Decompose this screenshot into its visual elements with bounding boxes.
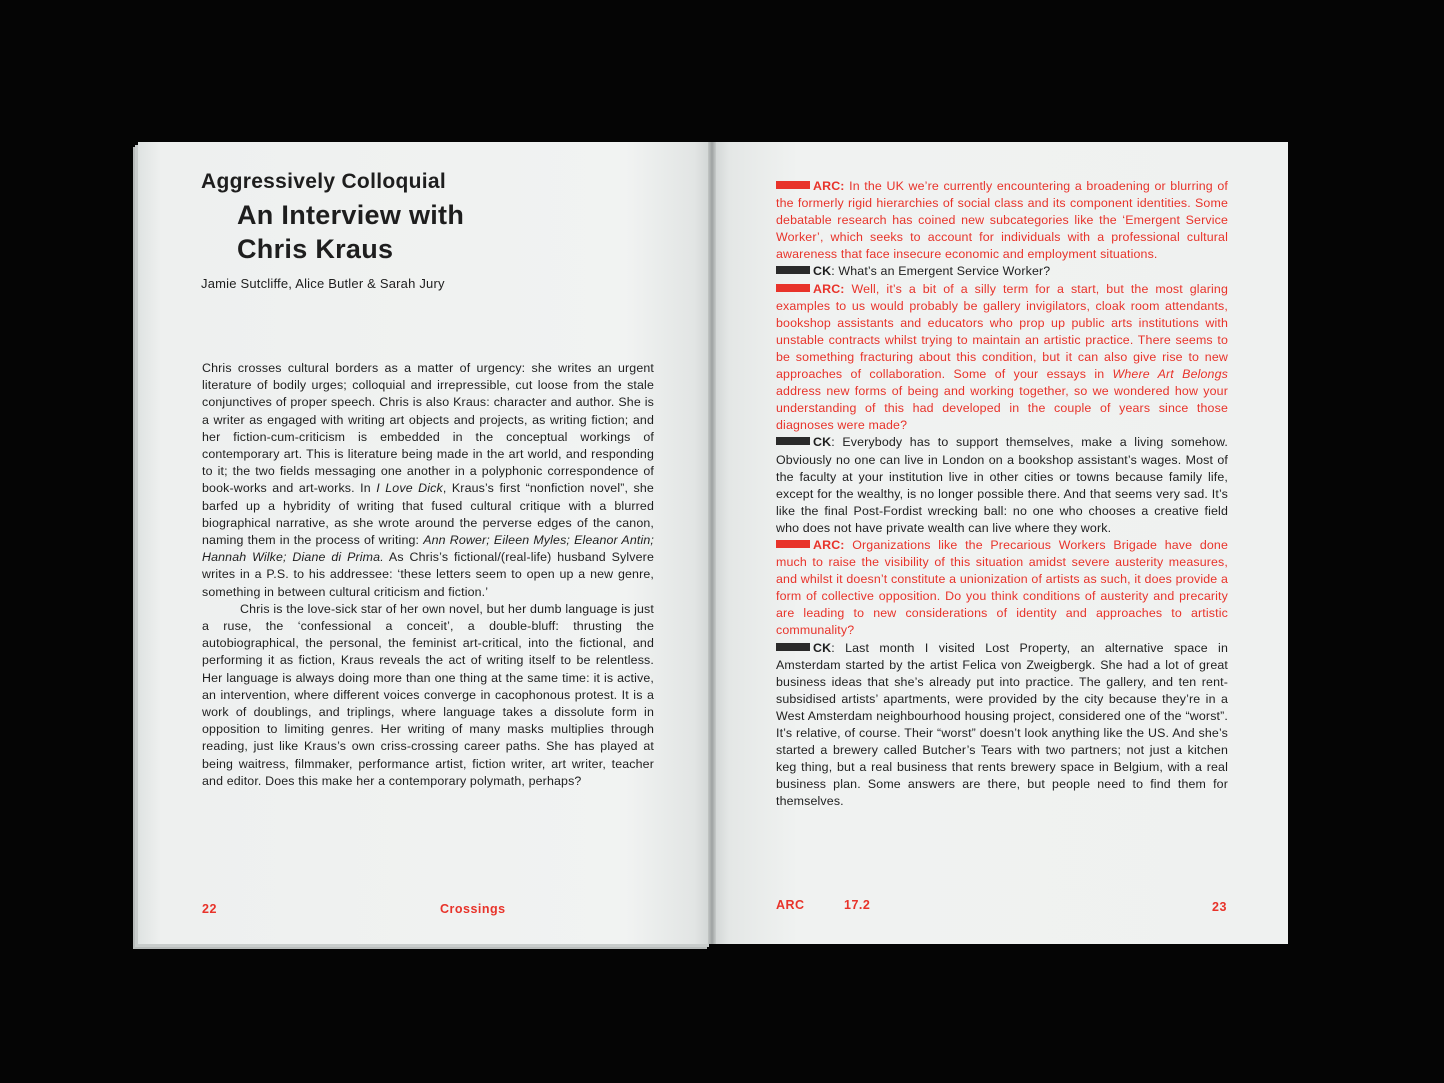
question-text: Organizations like the Precarious Workers Brigade have done much to raise the visibility of this situation amidst severe austerity measures, and whilst it doesn’t constitute a unionization of artists as such, it does provide a form of collective opposition. Do you think conditions of austerity and precarity are leading to new considerations of identity and approaches to artistic communality? (776, 537, 1228, 638)
speaker-bar-dark (776, 437, 810, 445)
arc-question-1 (776, 178, 1228, 263)
answer-text: : Everybody has to support themselves, make a living somehow. Obviously no one can live in London on a bookshop assistant’s wages. Most of the faculty at your institution live in other cities or towns because family life, except for the wealthy, is no longer possible there. And that seems very sad. It’s like the final Post-Fordist wrecking ball: no one who chooses a creative field who does not have private wealth can live where they work. (776, 435, 1228, 535)
speaker-ck: CK (813, 640, 832, 655)
arc-question-2 (776, 281, 1228, 435)
intro-paragraph-1 (202, 360, 654, 601)
speaker-arc: ARC: (813, 281, 845, 296)
question-text-a: Well, it’s a bit of a silly term for a start, but the most glaring examples to us would probably be gallery invigilators, cloak room attendants, bookshop assistants and educators who prop up public arts institutions with unstable contracts whilst trying to maintain an artistic practice. There seems to be something fracturing about this condition, but it can also give rise to new approaches of collaboration. Some of your essays in (776, 281, 1228, 382)
question-text: In the UK we’re currently encountering a broadening or blurring of the formerly rigid hierarchies of social class and its component identities. Some debatable research has coined new subcategories like the ‘Emergent Service Worker’, which seeks to account for individuals with a professional cultural awareness that face insecure economic and employment situations. (776, 179, 1228, 262)
speaker-arc: ARC: (813, 179, 845, 193)
speaker-bar-dark (776, 266, 810, 274)
book-title-where-art-belongs: Where Art Belongs (1112, 367, 1228, 382)
section-name: Crossings (440, 902, 506, 916)
answer-text: : Last month I visited Lost Property, an alternative space in Amsterdam started by the artist Felica von Zweigbergk. She had a lot of great business ideas that she’s already put into practice. The gallery, and ten rent-subsidised artists’ apartments, were provided by the city because they’re in a West Amsterdam neighbourhood housing project, considered one of the “worst”. It’s relative, of course. Their “worst” doesn’t look anything like the US. And she’s started a brewery called Butcher’s Tears with two partners; not just a kitchen keg thing, but a real business that rents brewery space in Belgium, with a real business plan. Some answers are there, but people need to find them for themselves. (776, 640, 1228, 809)
speaker-bar-red (776, 181, 810, 189)
page-number-left: 22 (202, 902, 217, 916)
article-kicker: Aggressively Colloquial (201, 170, 446, 193)
speaker-bar-red (776, 284, 810, 292)
right-page (712, 142, 1288, 944)
book-title-i-love-dick: I Love Dick (376, 481, 443, 496)
intro-text-a: Chris crosses cultural borders as a matter of urgency: she writes an urgent literature of bodily urges; colloquial and irrepressible, cut loose from the stale conjunctives of proper speech. Chris is also Kraus: character and author. She is a writer as engaged with writing art objects and projects, as writing fiction; and her fiction-cum-criticism is embedded in the conceptual workings of contemporary art. This is literature being made in the art world, and responding to it; the two fields messaging one another in a polyphonic correspondence of book-works and art-works. In (202, 361, 654, 496)
article-authors: Jamie Sutcliffe, Alice Butler & Sarah Jury (201, 276, 445, 291)
speaker-arc: ARC: (813, 537, 845, 552)
intro-paragraph-2: Chris is the love-sick star of her own novel, but her dumb language is just a ruse, the ‘confessional a conceit’, a double-bluff: thrusting the autobiographical, the personal, the feminist art-critical, into the fictional, and performing it as fiction, Kraus reveals the act of writing itself to be relentless. Her language is always doing more than one thing at the same time: it is active, an intervention, where different voices converge in cacophonous protest. It is a work of doublings, and triplings, where language takes a dissolute form in opposition to limiting genres. Her writing of many masks multiplies through reading, just like Kraus’s own criss-crossing career paths. She has played at being waitress, filmmaker, performance artist, fiction writer, art writer, teacher and editor. Does this make her a contemporary polymath, perhaps? (202, 601, 654, 788)
left-page (138, 142, 712, 944)
issue-number: 17.2 (844, 898, 871, 912)
page-number-right: 23 (1212, 900, 1227, 914)
speaker-ck: CK (813, 435, 832, 450)
title-line-1: An Interview with (237, 200, 465, 230)
answer-text: : What’s an Emergent Service Worker? (831, 264, 1051, 279)
named-writers: Ann Rower; Eileen Myles; Eleanor Antin; Hannah Wilke; Diane di Prima. (202, 533, 655, 565)
article-title (237, 198, 464, 266)
title-line-2: Chris Kraus (237, 234, 394, 264)
arc-question-3 (776, 537, 1228, 640)
article-intro (202, 360, 654, 790)
intro-text-c: As Chris’s fictional/(real-life) husband Sylvere writes in a P.S. to his addressee: ‘these letters seem to open up a new genre, something in between cultural criticism and fiction.’ (202, 550, 654, 599)
speaker-bar-dark (776, 643, 810, 651)
intro-text-b: , Kraus’s first “nonfiction novel”, she barfed up a hybridity of writing that fused cultural critique with a blurred biographical narrative, as she wrote around the perverse edges of the canon, naming them in the process of writing: (202, 481, 654, 548)
speaker-bar-red (776, 540, 810, 548)
book-spine (708, 142, 716, 944)
ck-answer-3 (776, 640, 1228, 811)
ck-answer-1 (776, 263, 1228, 280)
ck-answer-2 (776, 434, 1228, 537)
speaker-ck: CK (813, 264, 832, 279)
open-magazine (138, 142, 1288, 948)
question-text-b: address new forms of being and working together, so we wondered how your understanding of this had developed in the couple of years since those diagnoses were made? (776, 384, 1228, 433)
interview-transcript (776, 178, 1228, 810)
journal-name: ARC (776, 898, 805, 912)
